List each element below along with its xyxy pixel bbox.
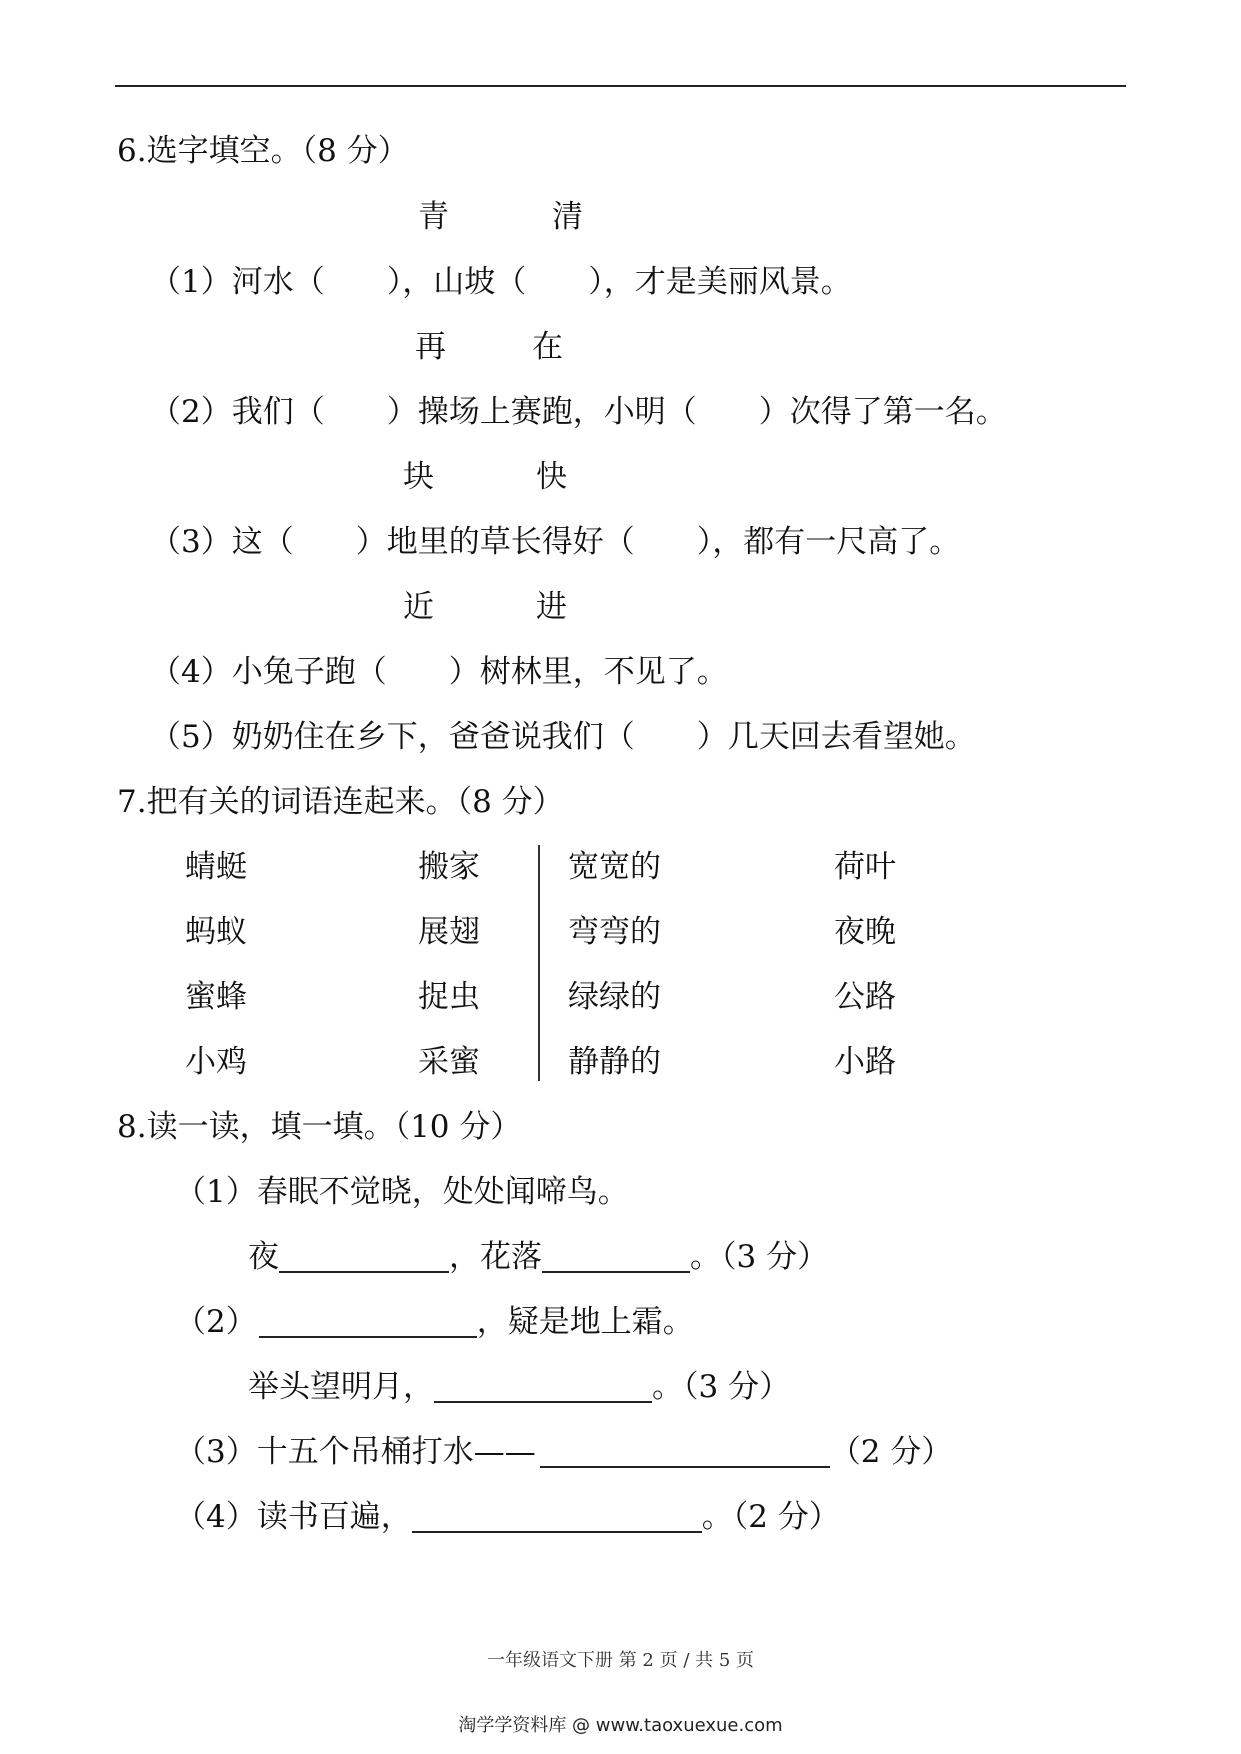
q7-word: 小路 — [834, 1044, 896, 1080]
q6-choice: 再 — [415, 329, 446, 365]
q8-text: （4）读书百遍， — [175, 1499, 412, 1535]
page-footer: 一年级语文下册 第 2 页 / 共 5 页 — [486, 1650, 755, 1671]
q7-word: 弯弯的 — [568, 914, 661, 950]
q8-text: 夜 — [248, 1239, 279, 1275]
q8-title: 8.读一读，填一填。（10 分） — [117, 1109, 522, 1145]
q6-choice: 近 — [403, 589, 434, 625]
q6-sentence: （1）河水（ ），山坡（ ），才是美丽风景。 — [150, 264, 852, 300]
answer-blank[interactable] — [542, 1241, 690, 1273]
q7-word: 捉虫 — [418, 979, 480, 1015]
watermark: 淘学学资料库 @ www.taoxuexue.com — [458, 1715, 783, 1736]
q7-word: 宽宽的 — [568, 849, 661, 885]
q8-text: 。（3 分） — [652, 1369, 791, 1405]
answer-blank[interactable] — [412, 1501, 702, 1533]
q6-choice: 青 — [418, 199, 449, 235]
q7-word: 荷叶 — [834, 849, 896, 885]
header-rule — [115, 85, 1126, 87]
q7-word: 蚂蚁 — [185, 914, 247, 950]
q7-word: 搬家 — [418, 849, 480, 885]
q8-fill-line — [175, 1302, 694, 1342]
answer-blank[interactable] — [434, 1371, 652, 1403]
q6-choice: 块 — [403, 459, 434, 495]
q8-text: 。（3 分） — [690, 1239, 829, 1275]
q7-word: 夜晚 — [834, 914, 896, 950]
q8-text: ，疑是地上霜。 — [476, 1304, 694, 1340]
q8-text: （3）十五个吊桶打水—— — [175, 1434, 536, 1470]
q6-title: 6.选字填空。（8 分） — [117, 133, 409, 169]
q6-sentence: （4）小兔子跑（ ）树林里，不见了。 — [150, 654, 728, 690]
q8-fill-line — [175, 1432, 952, 1472]
answer-blank[interactable] — [259, 1306, 477, 1338]
q8-text: （2 分） — [829, 1434, 953, 1470]
q6-choice: 在 — [532, 329, 563, 365]
q8-fill-line — [248, 1237, 828, 1277]
answer-blank[interactable] — [279, 1241, 449, 1273]
q7-word: 蜜蜂 — [185, 979, 247, 1015]
q8-text: 。（2 分） — [701, 1499, 840, 1535]
q7-word: 采蜜 — [418, 1044, 480, 1080]
q7-divider — [538, 845, 540, 1081]
q8-text: ，花落 — [449, 1239, 542, 1275]
answer-blank[interactable] — [540, 1436, 830, 1468]
q7-word: 绿绿的 — [568, 979, 661, 1015]
q6-sentence: （2）我们（ ）操场上赛跑，小明（ ）次得了第一名。 — [150, 394, 1007, 430]
q7-word: 小鸡 — [185, 1044, 247, 1080]
q8-text: 举头望明月， — [248, 1369, 434, 1405]
q7-word: 蜻蜓 — [185, 849, 247, 885]
q8-fill-line — [248, 1367, 790, 1407]
q6-choice: 快 — [536, 459, 567, 495]
q6-choice: 清 — [552, 199, 583, 235]
q7-word: 展翅 — [418, 914, 480, 950]
q6-sentence: （5）奶奶住在乡下，爸爸说我们（ ）几天回去看望她。 — [150, 719, 976, 755]
q8-poem-line: （1）春眠不觉晓，处处闻啼鸟。 — [175, 1174, 629, 1210]
q8-fill-line — [175, 1497, 840, 1537]
q7-title: 7.把有关的词语连起来。（8 分） — [117, 784, 564, 820]
q6-sentence: （3）这（ ）地里的草长得好（ ），都有一尺高了。 — [150, 524, 961, 560]
q6-choice: 进 — [536, 589, 567, 625]
q7-word: 公路 — [834, 979, 896, 1015]
q8-text: （2） — [175, 1304, 257, 1340]
q7-word: 静静的 — [568, 1044, 661, 1080]
